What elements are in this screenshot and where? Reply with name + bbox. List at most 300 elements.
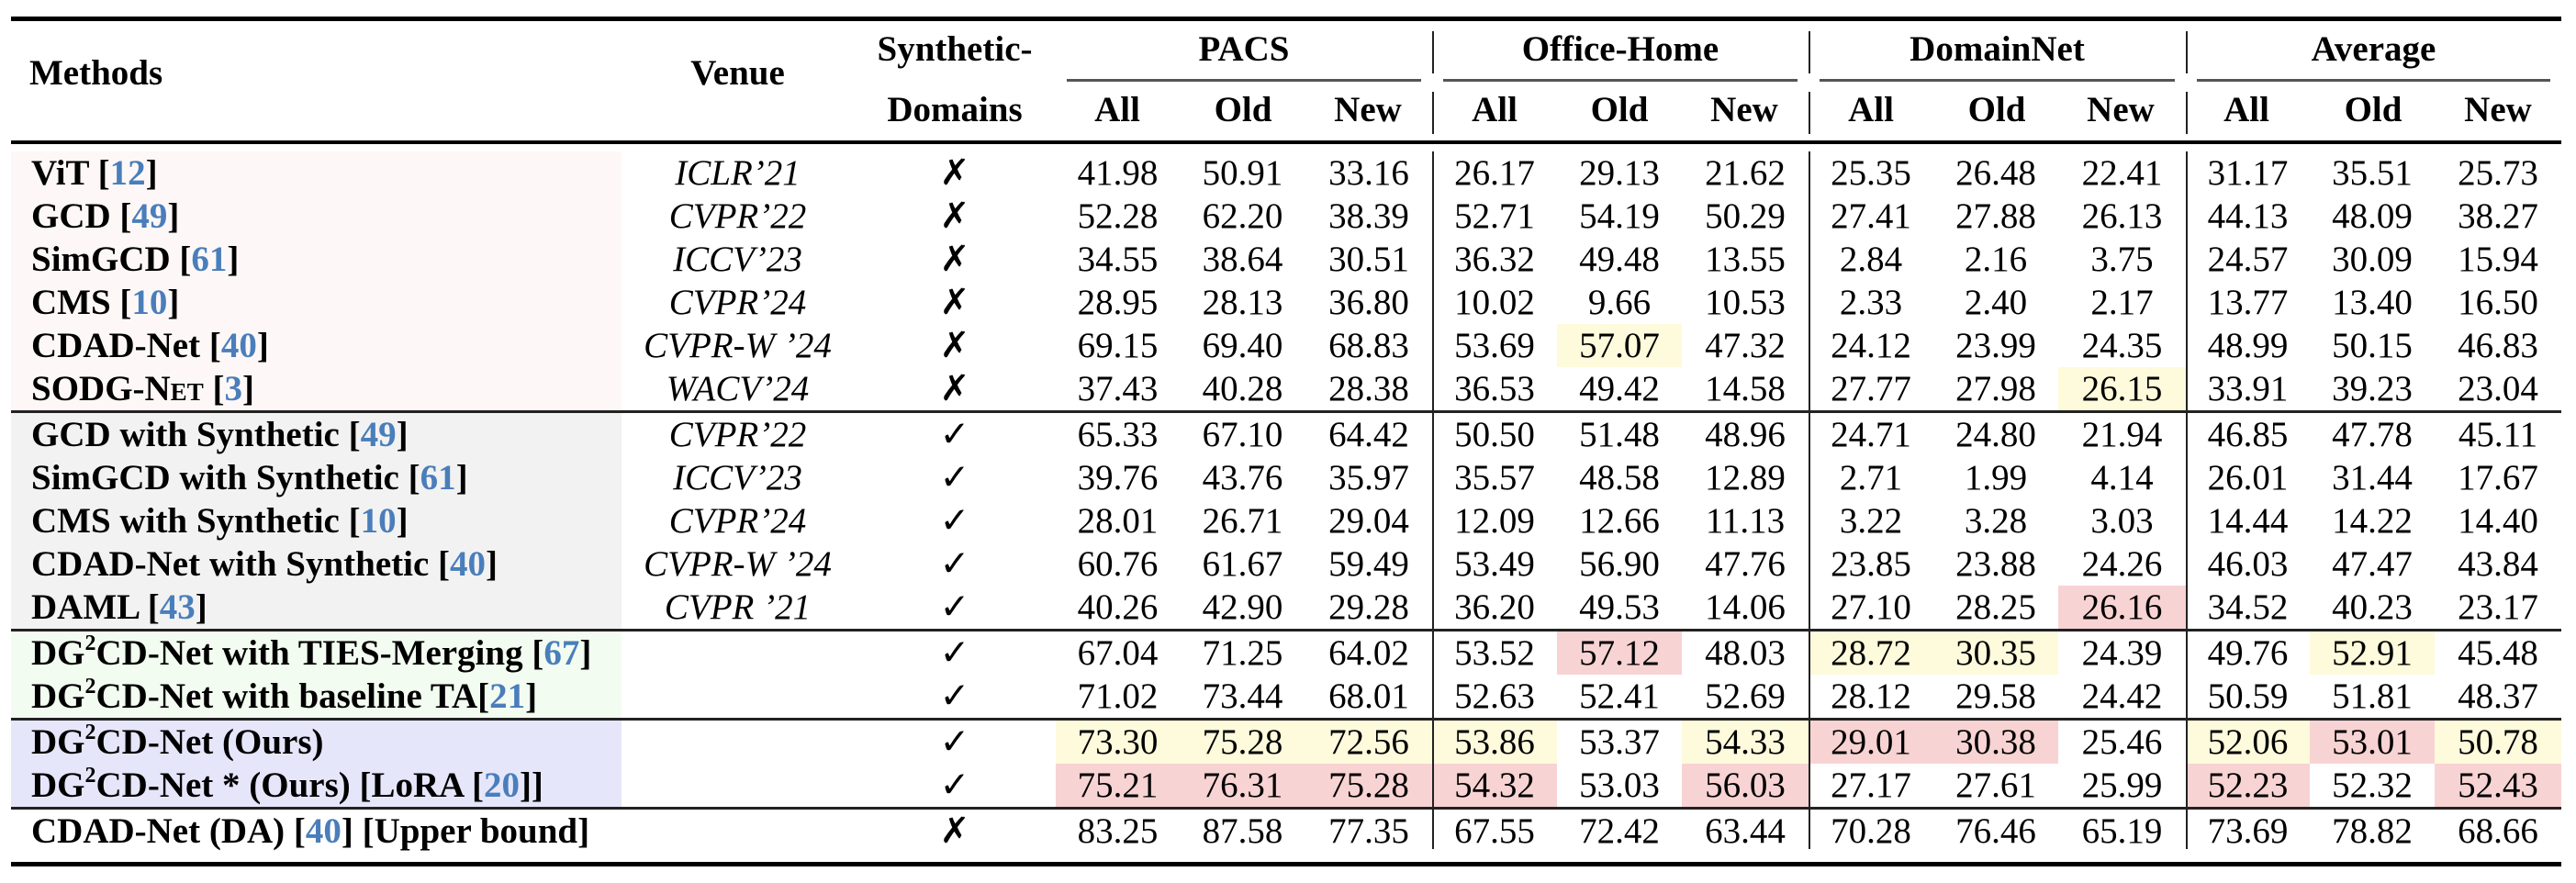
- value-cell: 38.27: [2458, 196, 2538, 236]
- value-cell: 13.77: [2207, 283, 2289, 322]
- value-cell: 47.78: [2310, 412, 2435, 457]
- method-text: CDAD-Net (DA) [: [31, 811, 306, 851]
- citation-link[interactable]: 10: [360, 501, 397, 541]
- value-cell: 21.94: [2058, 412, 2186, 457]
- table-row: [11, 238, 2561, 281]
- header-sub-all: All: [1094, 90, 1140, 129]
- table-row: [11, 499, 2561, 542]
- value-cell: 47.76: [1705, 544, 1786, 584]
- value-cell: 2.17: [2090, 283, 2154, 322]
- method-name: [11, 324, 622, 367]
- superscript: 2: [84, 632, 96, 655]
- value-cell: 65.19: [2058, 809, 2186, 854]
- value-cell: 15.94: [2458, 240, 2538, 279]
- value-cell: 10.53: [1705, 283, 1786, 322]
- check-icon: ✓: [939, 458, 970, 497]
- method-name: [11, 809, 622, 854]
- value-cell: 11.13: [1705, 501, 1786, 541]
- value-cell: 36.20: [1454, 587, 1535, 627]
- value-cell: 52.63: [1454, 676, 1535, 716]
- method-name: [11, 367, 622, 412]
- superscript: 2: [84, 764, 96, 788]
- value-cell: 75.28: [1305, 764, 1432, 809]
- value-cell: 52.69: [1705, 676, 1786, 716]
- header-sub-old: Old: [2344, 90, 2402, 129]
- value-cell: 72.42: [1557, 809, 1682, 854]
- value-cell: 27.41: [1831, 196, 1911, 236]
- value-cell: 53.49: [1454, 544, 1535, 584]
- value-cell: 27.61: [1955, 766, 2036, 805]
- citation-link[interactable]: 49: [360, 415, 397, 454]
- value-cell: 3.03: [2090, 501, 2154, 541]
- check-icon: ✓: [939, 587, 970, 627]
- method-text: ]: [145, 153, 158, 193]
- value-cell: 50.59: [2207, 676, 2289, 716]
- check-icon: ✓: [854, 720, 1056, 765]
- venue: [622, 675, 854, 720]
- divider-pacs-officehome: [1432, 92, 1434, 134]
- citation-link[interactable]: 40: [450, 544, 487, 584]
- cross-icon: ✗: [939, 326, 970, 365]
- method-text: ]: [256, 326, 269, 365]
- value-cell: 60.76: [1077, 544, 1159, 584]
- value-cell: 71.25: [1180, 631, 1305, 676]
- table-row: [11, 412, 2561, 457]
- value-cell: 51.81: [2332, 676, 2413, 716]
- value-cell: 13.40: [2332, 283, 2413, 322]
- value-cell: 12.09: [1454, 501, 1535, 541]
- value-cell: 75.21: [1056, 764, 1180, 809]
- citation-link[interactable]: 43: [159, 587, 196, 627]
- venue: ICLR’21: [675, 153, 801, 193]
- value-cell: 77.35: [1305, 809, 1432, 854]
- cmidrule: [1820, 79, 2175, 82]
- value-cell: 39.23: [2332, 369, 2413, 408]
- method-text: ]: [195, 587, 207, 627]
- venue: ICCV’23: [673, 240, 802, 279]
- table-row: [11, 764, 2561, 809]
- value-cell: 31.44: [2332, 458, 2413, 497]
- value-cell: 44.13: [2207, 196, 2289, 236]
- value-cell: 59.49: [1328, 544, 1409, 584]
- value-cell: 26.01: [2207, 458, 2289, 497]
- value-cell: 26.71: [1202, 501, 1283, 541]
- value-cell: 47.47: [2332, 544, 2413, 584]
- method-text: ]: [167, 196, 180, 236]
- cross-icon: ✗: [939, 196, 970, 236]
- citation-link[interactable]: 40: [305, 811, 342, 851]
- table-row: [11, 195, 2561, 238]
- table-row: [11, 720, 2561, 765]
- table-row: [11, 675, 2561, 720]
- value-cell: 25.35: [1831, 153, 1911, 193]
- method-text: ]: [241, 369, 254, 408]
- citation-link[interactable]: 21: [489, 676, 526, 716]
- venue: CVPR ’21: [664, 587, 812, 627]
- header-sub-all: All: [2223, 90, 2269, 129]
- value-cell: 2.33: [1839, 283, 1903, 322]
- citation-link[interactable]: 40: [220, 326, 257, 365]
- value-cell: 26.16: [2058, 586, 2186, 631]
- value-cell: 3.22: [1839, 501, 1903, 541]
- table-row: [11, 151, 2561, 195]
- value-cell: 73.69: [2186, 809, 2310, 854]
- check-icon: ✓: [854, 631, 1056, 676]
- value-cell: 48.03: [1682, 631, 1809, 676]
- value-cell: 24.80: [1933, 412, 2058, 457]
- value-cell: 28.72: [1809, 631, 1933, 676]
- value-cell: 4.14: [2090, 458, 2154, 497]
- method-name: [11, 675, 622, 720]
- value-cell: 67.55: [1432, 809, 1557, 854]
- value-cell: 23.17: [2458, 587, 2538, 627]
- header-methods: Methods: [29, 53, 163, 93]
- check-icon: ✓: [939, 501, 970, 541]
- header-sub-all: All: [1848, 90, 1894, 129]
- method-text: CMS with Synthetic [: [31, 501, 361, 541]
- value-cell: 40.26: [1077, 587, 1159, 627]
- value-cell: 26.48: [1955, 153, 2036, 193]
- header-group-pacs: PACS: [1198, 29, 1290, 69]
- cross-icon: ✗: [939, 283, 970, 322]
- value-cell: 57.07: [1557, 324, 1682, 367]
- venue: CVPR-W ’24: [644, 544, 832, 584]
- value-cell: 36.80: [1328, 283, 1409, 322]
- check-icon: ✓: [854, 412, 1056, 457]
- value-cell: 62.20: [1202, 196, 1283, 236]
- value-cell: 28.01: [1077, 501, 1159, 541]
- value-cell: 23.88: [1955, 544, 2036, 584]
- header-group-average: Average: [2311, 29, 2436, 69]
- value-cell: 54.19: [1579, 196, 1660, 236]
- value-cell: 39.76: [1077, 458, 1159, 497]
- divider-domainnet-average: [2186, 92, 2188, 134]
- venue: CVPR-W ’24: [644, 326, 832, 365]
- check-icon: ✓: [939, 544, 970, 584]
- value-cell: 61.67: [1202, 544, 1283, 584]
- value-cell: 53.03: [1579, 766, 1660, 805]
- value-cell: 45.11: [2435, 412, 2561, 457]
- value-cell: 71.02: [1077, 676, 1159, 716]
- value-cell: 76.31: [1180, 764, 1305, 809]
- method-text: [: [203, 369, 225, 408]
- method-text: CMS [: [31, 283, 132, 322]
- method-text: DAML [: [31, 587, 160, 627]
- method-text: ] [Upper bound]: [341, 811, 590, 851]
- venue: WACV’24: [666, 369, 810, 408]
- method-text: GCD [: [31, 196, 132, 236]
- value-cell: 40.23: [2332, 587, 2413, 627]
- value-cell: 30.35: [1933, 631, 2058, 676]
- venue: CVPR’24: [668, 501, 807, 541]
- value-cell: 34.52: [2207, 587, 2289, 627]
- value-cell: 53.01: [2310, 720, 2435, 765]
- method-text: GCD with Synthetic [: [31, 415, 361, 454]
- value-cell: 49.76: [2186, 631, 2310, 676]
- value-cell: 64.02: [1305, 631, 1432, 676]
- value-cell: 14.06: [1705, 587, 1786, 627]
- value-cell: 68.01: [1328, 676, 1409, 716]
- header-sub-new: New: [2087, 90, 2155, 129]
- value-cell: 50.50: [1432, 412, 1557, 457]
- value-cell: 33.91: [2207, 369, 2289, 408]
- value-cell: 35.51: [2332, 153, 2413, 193]
- value-cell: 42.90: [1202, 587, 1283, 627]
- value-cell: 87.58: [1180, 809, 1305, 854]
- value-cell: 73.30: [1056, 720, 1180, 765]
- header-venue: Venue: [690, 53, 785, 93]
- venue: ICCV’23: [673, 458, 802, 497]
- value-cell: 25.99: [2081, 766, 2163, 805]
- value-cell: 67.10: [1180, 412, 1305, 457]
- value-cell: 25.73: [2458, 153, 2538, 193]
- value-cell: 27.77: [1831, 369, 1911, 408]
- value-cell: 43.84: [2458, 544, 2538, 584]
- value-cell: 30.09: [2332, 240, 2413, 279]
- divider-domainnet-average: [2186, 151, 2188, 849]
- method-text: CDAD-Net [: [31, 326, 221, 365]
- cmidrule: [1067, 79, 1421, 82]
- divider-pacs-officehome: [1432, 151, 1434, 849]
- method-name: [11, 720, 622, 765]
- value-cell: 52.28: [1077, 196, 1159, 236]
- header-group-office-home: Office-Home: [1521, 29, 1719, 69]
- method-text: ]: [396, 415, 409, 454]
- value-cell: 48.96: [1682, 412, 1809, 457]
- value-cell: 23.85: [1831, 544, 1911, 584]
- value-cell: 33.16: [1328, 153, 1409, 193]
- cross-icon: ✗: [939, 153, 970, 193]
- citation-link[interactable]: 3: [224, 369, 242, 408]
- venue: [622, 809, 854, 854]
- header-sub-old: Old: [1590, 90, 1649, 129]
- header-sub-all: All: [1472, 90, 1518, 129]
- value-cell: 78.82: [2310, 809, 2435, 854]
- cross-icon: ✗: [854, 809, 1056, 854]
- venue: [622, 720, 854, 765]
- value-cell: 3.28: [1964, 501, 2028, 541]
- value-cell: 46.03: [2207, 544, 2289, 584]
- method-text: ViT [: [31, 153, 110, 193]
- method-text: SimGCD [: [31, 240, 192, 279]
- value-cell: 52.06: [2186, 720, 2310, 765]
- table-row: [11, 324, 2561, 367]
- value-cell: 3.75: [2090, 240, 2154, 279]
- superscript: 2: [84, 721, 96, 744]
- value-cell: 53.69: [1454, 326, 1535, 365]
- venue: [622, 631, 854, 676]
- method-text: CD-Net with baseline TA[: [95, 676, 490, 716]
- value-cell: 24.12: [1831, 326, 1911, 365]
- value-cell: 56.90: [1579, 544, 1660, 584]
- header-sub-new: New: [1334, 90, 1402, 129]
- header-synthetic: Synthetic-: [877, 29, 1033, 69]
- value-cell: 24.42: [2081, 676, 2163, 716]
- value-cell: 36.53: [1454, 369, 1535, 408]
- table-row: [11, 281, 2561, 324]
- value-cell: 40.28: [1202, 369, 1283, 408]
- value-cell: 48.09: [2332, 196, 2413, 236]
- value-cell: 27.88: [1955, 196, 2036, 236]
- divider-domainnet-average: [2186, 31, 2188, 73]
- superscript: 2: [84, 675, 96, 699]
- value-cell: 70.28: [1809, 809, 1933, 854]
- value-cell: 49.42: [1579, 369, 1660, 408]
- value-cell: 56.03: [1682, 764, 1809, 809]
- method-name: [11, 764, 622, 809]
- venue: CVPR’22: [622, 412, 854, 457]
- value-cell: 29.13: [1579, 153, 1660, 193]
- value-cell: 24.39: [2058, 631, 2186, 676]
- value-cell: 24.26: [2081, 544, 2163, 584]
- header-rule: [11, 140, 2561, 144]
- method-text: DG: [31, 722, 85, 762]
- value-cell: 29.01: [1809, 720, 1933, 765]
- value-cell: 1.99: [1964, 458, 2028, 497]
- top-rule: [11, 17, 2561, 21]
- value-cell: 24.71: [1809, 412, 1933, 457]
- value-cell: 83.25: [1056, 809, 1180, 854]
- citation-link[interactable]: 12: [109, 153, 146, 193]
- value-cell: 21.62: [1705, 153, 1786, 193]
- divider-officehome-domainnet: [1809, 92, 1810, 134]
- value-cell: 28.13: [1202, 283, 1283, 322]
- value-cell: 10.02: [1454, 283, 1535, 322]
- value-cell: 29.58: [1955, 676, 2036, 716]
- value-cell: 46.85: [2186, 412, 2310, 457]
- method-text: ]: [396, 501, 409, 541]
- value-cell: 38.64: [1202, 240, 1283, 279]
- value-cell: 73.44: [1202, 676, 1283, 716]
- value-cell: 12.66: [1579, 501, 1660, 541]
- value-cell: 26.13: [2081, 196, 2163, 236]
- value-cell: 52.23: [2186, 764, 2310, 809]
- method-name: [11, 542, 622, 586]
- citation-link[interactable]: 61: [420, 458, 456, 497]
- method-text: DG: [31, 676, 85, 716]
- value-cell: 75.28: [1180, 720, 1305, 765]
- header-domains: Domains: [887, 90, 1023, 129]
- method-text: CD-Net * (Ours) [LoRA [: [95, 766, 484, 805]
- results-table: [11, 151, 2561, 853]
- value-cell: 28.95: [1077, 283, 1159, 322]
- method-text: SODG-: [31, 369, 145, 408]
- value-cell: 27.17: [1831, 766, 1911, 805]
- bottom-rule: [11, 862, 2561, 866]
- method-name: [11, 499, 622, 542]
- value-cell: 68.83: [1328, 326, 1409, 365]
- value-cell: 34.55: [1077, 240, 1159, 279]
- table-row: [11, 456, 2561, 499]
- check-icon: ✓: [939, 676, 970, 716]
- value-cell: 50.78: [2435, 720, 2561, 765]
- value-cell: 38.39: [1328, 196, 1409, 236]
- method-name: [11, 631, 622, 676]
- value-cell: 72.56: [1305, 720, 1432, 765]
- value-cell: 36.32: [1454, 240, 1535, 279]
- value-cell: 37.43: [1077, 369, 1159, 408]
- value-cell: 27.10: [1831, 587, 1911, 627]
- value-cell: 76.46: [1933, 809, 2058, 854]
- value-cell: 49.53: [1579, 587, 1660, 627]
- value-cell: 14.22: [2332, 501, 2413, 541]
- method-text: ]: [167, 283, 180, 322]
- check-icon: ✓: [939, 766, 970, 805]
- citation-link[interactable]: 20: [483, 766, 520, 805]
- value-cell: 50.91: [1202, 153, 1283, 193]
- value-cell: 22.41: [2081, 153, 2163, 193]
- value-cell: 54.32: [1432, 764, 1557, 809]
- value-cell: 43.76: [1202, 458, 1283, 497]
- value-cell: 41.98: [1077, 153, 1159, 193]
- citation-link[interactable]: 10: [131, 283, 168, 322]
- divider-pacs-officehome: [1432, 31, 1434, 73]
- cmidrule: [1443, 79, 1798, 82]
- method-name: [11, 151, 622, 195]
- method-text: Net: [144, 369, 204, 408]
- value-cell: 2.40: [1964, 283, 2028, 322]
- header-sub-new: New: [2464, 90, 2532, 129]
- value-cell: 45.48: [2435, 631, 2561, 676]
- citation-link[interactable]: 67: [543, 633, 580, 673]
- citation-link[interactable]: 61: [191, 240, 228, 279]
- method-text: ]]: [519, 766, 543, 805]
- value-cell: 57.12: [1557, 631, 1682, 676]
- citation-link[interactable]: 49: [131, 196, 168, 236]
- value-cell: 69.15: [1077, 326, 1159, 365]
- value-cell: 47.32: [1705, 326, 1786, 365]
- value-cell: 12.89: [1705, 458, 1786, 497]
- value-cell: 28.25: [1955, 587, 2036, 627]
- method-text: SimGCD with Synthetic [: [31, 458, 420, 497]
- value-cell: 48.37: [2458, 676, 2538, 716]
- method-text: DG: [31, 766, 85, 805]
- value-cell: 53.86: [1432, 720, 1557, 765]
- value-cell: 65.33: [1056, 412, 1180, 457]
- value-cell: 46.83: [2458, 326, 2538, 365]
- value-cell: 35.97: [1328, 458, 1409, 497]
- value-cell: 50.29: [1705, 196, 1786, 236]
- value-cell: 50.15: [2332, 326, 2413, 365]
- value-cell: 31.17: [2207, 153, 2289, 193]
- value-cell: 23.04: [2458, 369, 2538, 408]
- table-row: [11, 586, 2561, 631]
- table-row: [11, 631, 2561, 676]
- method-text: ]: [227, 240, 240, 279]
- table-row: [11, 367, 2561, 412]
- value-cell: 54.33: [1682, 720, 1809, 765]
- value-cell: 14.44: [2207, 501, 2289, 541]
- method-name: [11, 586, 622, 631]
- venue: CVPR’22: [668, 196, 807, 236]
- value-cell: 67.04: [1056, 631, 1180, 676]
- value-cell: 52.71: [1454, 196, 1535, 236]
- method-text: ]: [579, 633, 592, 673]
- method-name: [11, 195, 622, 238]
- value-cell: 23.99: [1955, 326, 2036, 365]
- value-cell: 64.42: [1305, 412, 1432, 457]
- venue: [622, 764, 854, 809]
- value-cell: 48.58: [1579, 458, 1660, 497]
- cross-icon: ✗: [939, 369, 970, 408]
- value-cell: 48.99: [2207, 326, 2289, 365]
- value-cell: 29.04: [1328, 501, 1409, 541]
- divider-officehome-domainnet: [1809, 31, 1810, 73]
- value-cell: 16.50: [2458, 283, 2538, 322]
- method-text: CD-Net with TIES-Merging [: [95, 633, 544, 673]
- method-name: [11, 456, 622, 499]
- value-cell: 28.12: [1831, 676, 1911, 716]
